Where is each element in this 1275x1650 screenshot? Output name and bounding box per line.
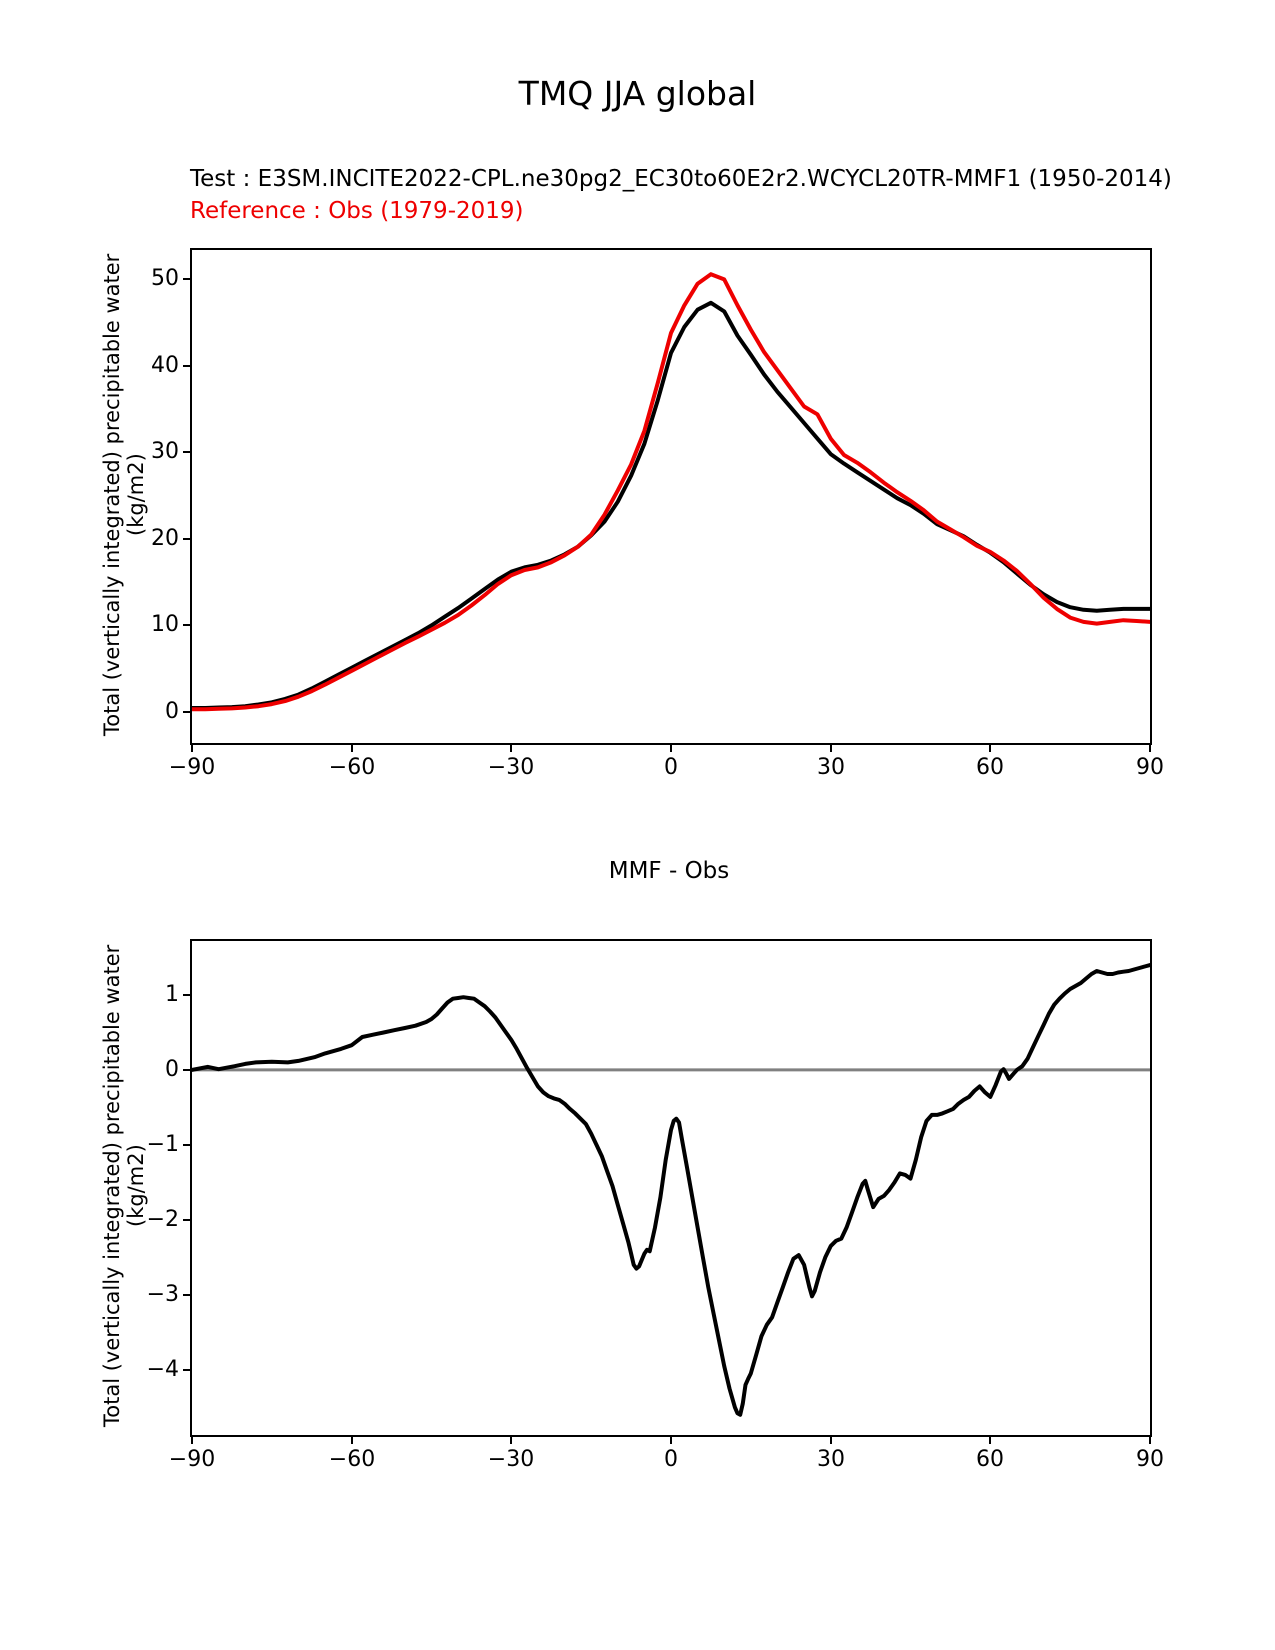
x-tick-mark (191, 1437, 193, 1444)
y-tick-mark (183, 1069, 190, 1071)
x-tick-mark (830, 1437, 832, 1444)
y-tick-mark (183, 624, 190, 626)
reference-label: Reference : Obs (1979-2019) (190, 198, 524, 224)
y-tick-mark (183, 1294, 190, 1296)
x-tick-label: −90 (168, 755, 216, 780)
y-tick-mark (183, 1219, 190, 1221)
x-tick-label: 60 (976, 1447, 1004, 1472)
x-tick-label: 0 (664, 1447, 678, 1472)
x-tick-mark (1149, 1437, 1151, 1444)
x-tick-label: 90 (1136, 1447, 1164, 1472)
difference-line (192, 965, 1150, 1415)
bottom-chart-axes (146, 939, 1164, 1472)
y-tick-mark (183, 451, 190, 453)
x-tick-mark (989, 1437, 991, 1444)
x-tick-label: 0 (664, 755, 678, 780)
test-model-line (192, 303, 1150, 708)
bottom-chart-ylabel: Total (vertically integrated) precipitable water (kg/m2) (100, 944, 148, 1428)
y-tick-mark (183, 538, 190, 540)
y-tick-label: 40 (151, 353, 179, 378)
x-tick-mark (670, 1437, 672, 1444)
x-tick-mark (510, 1437, 512, 1444)
x-tick-mark (670, 745, 672, 752)
x-tick-mark (351, 745, 353, 752)
y-tick-label: 30 (151, 439, 179, 464)
figure-title: TMQ JJA global (518, 74, 757, 113)
y-tick-label: −1 (146, 1132, 179, 1157)
top-chart-canvas (192, 250, 1150, 743)
x-tick-mark (830, 745, 832, 752)
x-tick-label: −30 (487, 755, 535, 780)
x-tick-label: −90 (168, 1447, 216, 1472)
top-chart-axes (151, 248, 1164, 780)
y-tick-label: −4 (146, 1357, 179, 1382)
x-tick-label: 30 (817, 1447, 845, 1472)
test-label: Test : E3SM.INCITE2022-CPL.ne30pg2_EC30to60E2r2.WCYCL20TR-MMF1 (1950-2014) (190, 166, 1172, 192)
y-tick-mark (183, 1144, 190, 1146)
y-tick-mark (183, 365, 190, 367)
top-chart-ylabel: Total (vertically integrated) precipitable water (kg/m2) (100, 253, 148, 736)
x-tick-mark (510, 745, 512, 752)
x-tick-label: 90 (1136, 755, 1164, 780)
y-tick-mark (183, 711, 190, 713)
y-tick-label: −2 (146, 1207, 179, 1232)
x-tick-label: 30 (817, 755, 845, 780)
x-tick-mark (1149, 745, 1151, 752)
x-tick-label: −30 (487, 1447, 535, 1472)
y-tick-mark (183, 278, 190, 280)
x-tick-mark (191, 745, 193, 752)
y-tick-label: 10 (151, 612, 179, 637)
y-tick-mark (183, 1369, 190, 1371)
x-tick-label: 60 (976, 755, 1004, 780)
y-tick-label: 20 (151, 526, 179, 551)
y-tick-label: 1 (165, 982, 179, 1007)
y-tick-label: 50 (151, 266, 179, 291)
y-tick-mark (183, 994, 190, 996)
x-tick-label: −60 (328, 755, 376, 780)
bottom-chart-canvas (192, 941, 1150, 1435)
y-tick-label: 0 (165, 699, 179, 724)
reference-obs-line (192, 274, 1150, 709)
x-tick-mark (351, 1437, 353, 1444)
y-tick-label: 0 (165, 1057, 179, 1082)
bottom-chart-title: MMF - Obs (608, 858, 730, 884)
y-tick-label: −3 (146, 1282, 179, 1307)
x-tick-mark (989, 745, 991, 752)
x-tick-label: −60 (328, 1447, 376, 1472)
